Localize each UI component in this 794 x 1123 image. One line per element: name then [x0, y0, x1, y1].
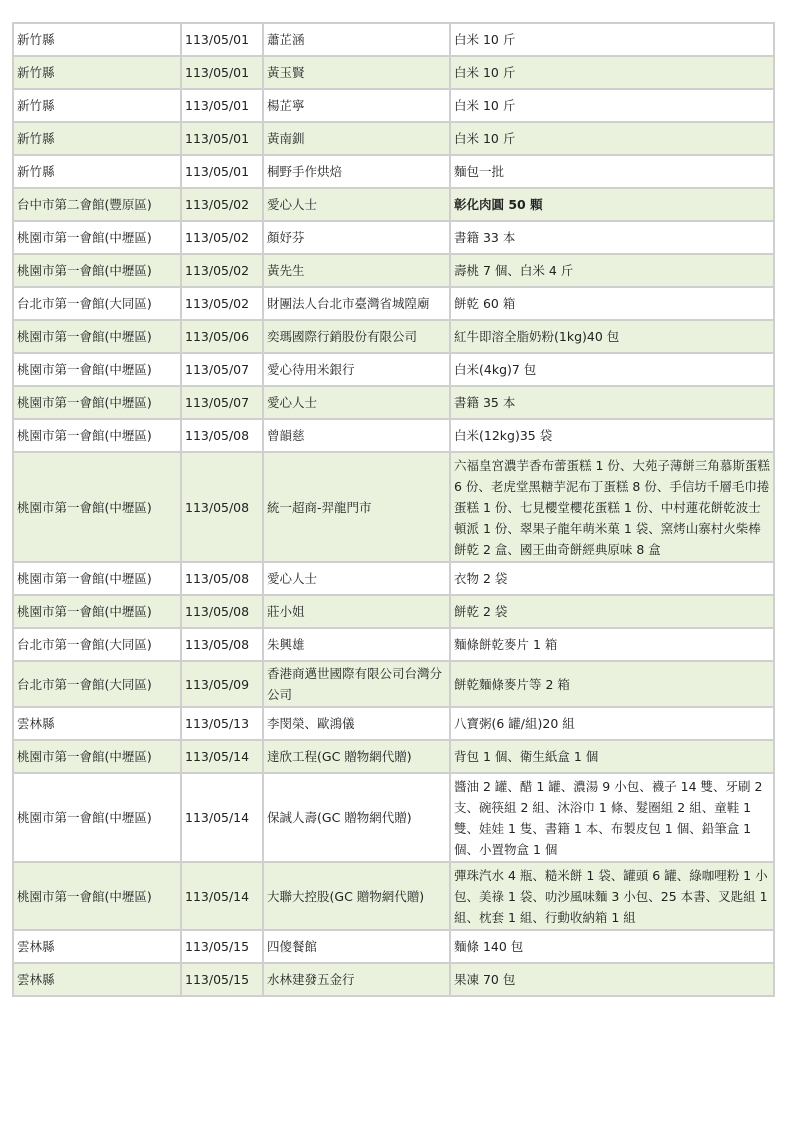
location-cell: 新竹縣 [13, 56, 181, 89]
date-cell: 113/05/13 [181, 707, 263, 740]
location-cell: 桃園市第一會館(中壢區) [13, 353, 181, 386]
donor-cell: 黃先生 [263, 254, 450, 287]
date-cell: 113/05/08 [181, 595, 263, 628]
donor-cell: 黃玉賢 [263, 56, 450, 89]
location-cell: 桃園市第一會館(中壢區) [13, 320, 181, 353]
location-cell: 桃園市第一會館(中壢區) [13, 773, 181, 862]
item-cell: 餅乾 2 袋 [450, 595, 774, 628]
table-row [13, 740, 774, 773]
item-cell: 壽桃 7 個、白米 4 斤 [450, 254, 774, 287]
table-row [13, 595, 774, 628]
date-cell: 113/05/06 [181, 320, 263, 353]
table-row [13, 320, 774, 353]
donor-cell: 黃南釧 [263, 122, 450, 155]
table-row [13, 353, 774, 386]
donor-cell: 愛心人士 [263, 386, 450, 419]
table-row [13, 562, 774, 595]
donation-table [12, 22, 775, 997]
donor-cell: 奕瑪國際行銷股份有限公司 [263, 320, 450, 353]
item-cell: 衣物 2 袋 [450, 562, 774, 595]
date-cell: 113/05/01 [181, 155, 263, 188]
item-cell: 麵包一批 [450, 155, 774, 188]
location-cell: 新竹縣 [13, 122, 181, 155]
location-cell: 台北市第一會館(大同區) [13, 628, 181, 661]
location-cell: 新竹縣 [13, 23, 181, 56]
donor-cell: 四傻餐館 [263, 930, 450, 963]
date-cell: 113/05/09 [181, 661, 263, 707]
item-cell: 果凍 70 包 [450, 963, 774, 996]
donor-cell: 統一超商-羿龍門市 [263, 452, 450, 562]
location-cell: 新竹縣 [13, 155, 181, 188]
donor-cell: 蕭芷涵 [263, 23, 450, 56]
date-cell: 113/05/08 [181, 562, 263, 595]
item-cell: 白米(12kg)35 袋 [450, 419, 774, 452]
table-row [13, 773, 774, 862]
table-row [13, 419, 774, 452]
item-cell: 書籍 35 本 [450, 386, 774, 419]
item-cell: 餅乾麵條麥片等 2 箱 [450, 661, 774, 707]
donor-cell: 顏妤芬 [263, 221, 450, 254]
donor-cell: 香港商邁世國際有限公司台灣分公司 [263, 661, 450, 707]
table-row [13, 254, 774, 287]
donor-cell: 李閔榮、歐鴻儀 [263, 707, 450, 740]
donor-cell: 達欣工程(GC 贈物網代贈) [263, 740, 450, 773]
donor-cell: 愛心人士 [263, 562, 450, 595]
donor-cell: 愛心待用米銀行 [263, 353, 450, 386]
table-row [13, 188, 774, 221]
date-cell: 113/05/07 [181, 386, 263, 419]
table-row [13, 862, 774, 930]
table-row [13, 707, 774, 740]
donor-cell: 楊芷寧 [263, 89, 450, 122]
item-cell: 彰化肉圓 50 顆 [450, 188, 774, 221]
location-cell: 雲林縣 [13, 963, 181, 996]
location-cell: 桃園市第一會館(中壢區) [13, 452, 181, 562]
date-cell: 113/05/01 [181, 89, 263, 122]
item-cell: 白米 10 斤 [450, 122, 774, 155]
table-row [13, 287, 774, 320]
table-row [13, 963, 774, 996]
date-cell: 113/05/14 [181, 740, 263, 773]
location-cell: 台中市第二會館(豐原區) [13, 188, 181, 221]
donor-cell: 莊小姐 [263, 595, 450, 628]
table-row [13, 89, 774, 122]
location-cell: 台北市第一會館(大同區) [13, 661, 181, 707]
date-cell: 113/05/15 [181, 930, 263, 963]
item-cell: 六福皇宮濃芋香布蕾蛋糕 1 份、大苑子薄餅三角慕斯蛋糕 6 份、老虎堂黑糖芋泥布丁蛋糕 8 份、手信坊千層毛巾捲蛋糕 1 份、七見櫻堂櫻花蛋糕 1 份、中村蓮花餅乾波士頓派 1 份、翠果子龍年萌米菓 1 袋、窯烤山寨村火柴棒餅乾 2 盒、國王曲奇餅經典原味 8 盒 [450, 452, 774, 562]
date-cell: 113/05/15 [181, 963, 263, 996]
donor-cell: 曾韻慈 [263, 419, 450, 452]
item-cell: 白米 10 斤 [450, 23, 774, 56]
item-cell: 彈珠汽水 4 瓶、糙米餅 1 袋、罐頭 6 罐、綠咖哩粉 1 小包、美祿 1 袋、叻沙風味麵 3 小包、25 本書、叉匙組 1 組、枕套 1 組、行動收納箱 1 組 [450, 862, 774, 930]
item-cell: 背包 1 個、衛生紙盒 1 個 [450, 740, 774, 773]
date-cell: 113/05/02 [181, 221, 263, 254]
location-cell: 桃園市第一會館(中壢區) [13, 386, 181, 419]
item-cell: 麵條餅乾麥片 1 箱 [450, 628, 774, 661]
location-cell: 桃園市第一會館(中壢區) [13, 740, 181, 773]
location-cell: 雲林縣 [13, 707, 181, 740]
date-cell: 113/05/02 [181, 188, 263, 221]
date-cell: 113/05/01 [181, 122, 263, 155]
table-row [13, 155, 774, 188]
location-cell: 桃園市第一會館(中壢區) [13, 221, 181, 254]
table-row [13, 628, 774, 661]
item-cell: 白米 10 斤 [450, 89, 774, 122]
item-cell: 餅乾 60 箱 [450, 287, 774, 320]
date-cell: 113/05/08 [181, 419, 263, 452]
donor-cell: 水林建發五金行 [263, 963, 450, 996]
date-cell: 113/05/07 [181, 353, 263, 386]
item-cell: 書籍 33 本 [450, 221, 774, 254]
date-cell: 113/05/08 [181, 452, 263, 562]
donor-cell: 桐野手作烘焙 [263, 155, 450, 188]
donor-cell: 財團法人台北市臺灣省城隍廟 [263, 287, 450, 320]
table-row [13, 23, 774, 56]
item-cell: 白米 10 斤 [450, 56, 774, 89]
date-cell: 113/05/01 [181, 56, 263, 89]
date-cell: 113/05/01 [181, 23, 263, 56]
location-cell: 桃園市第一會館(中壢區) [13, 862, 181, 930]
date-cell: 113/05/08 [181, 628, 263, 661]
location-cell: 桃園市第一會館(中壢區) [13, 595, 181, 628]
item-cell: 八寶粥(6 罐/組)20 組 [450, 707, 774, 740]
location-cell: 桃園市第一會館(中壢區) [13, 254, 181, 287]
location-cell: 桃園市第一會館(中壢區) [13, 562, 181, 595]
table-row [13, 661, 774, 707]
item-cell: 麵條 140 包 [450, 930, 774, 963]
location-cell: 台北市第一會館(大同區) [13, 287, 181, 320]
date-cell: 113/05/14 [181, 773, 263, 862]
location-cell: 新竹縣 [13, 89, 181, 122]
donor-cell: 大聯大控股(GC 贈物網代贈) [263, 862, 450, 930]
table-row [13, 930, 774, 963]
item-cell: 白米(4kg)7 包 [450, 353, 774, 386]
date-cell: 113/05/02 [181, 287, 263, 320]
location-cell: 雲林縣 [13, 930, 181, 963]
table-row [13, 221, 774, 254]
item-cell: 紅牛即溶全脂奶粉(1kg)40 包 [450, 320, 774, 353]
donor-cell: 保誠人壽(GC 贈物網代贈) [263, 773, 450, 862]
table-row [13, 122, 774, 155]
location-cell: 桃園市第一會館(中壢區) [13, 419, 181, 452]
donor-cell: 朱興雄 [263, 628, 450, 661]
date-cell: 113/05/14 [181, 862, 263, 930]
donor-cell: 愛心人士 [263, 188, 450, 221]
table-row [13, 386, 774, 419]
date-cell: 113/05/02 [181, 254, 263, 287]
item-cell: 醬油 2 罐、醋 1 罐、濃湯 9 小包、襪子 14 雙、牙刷 2 支、碗筷組 2 組、沐浴巾 1 條、髮圈組 2 組、童鞋 1 雙、娃娃 1 隻、書籍 1 本、布製皮包 1 個、鉛筆盒 1 個、小置物盒 1 個 [450, 773, 774, 862]
table-row [13, 452, 774, 562]
donation-table-body [13, 23, 774, 996]
table-row [13, 56, 774, 89]
